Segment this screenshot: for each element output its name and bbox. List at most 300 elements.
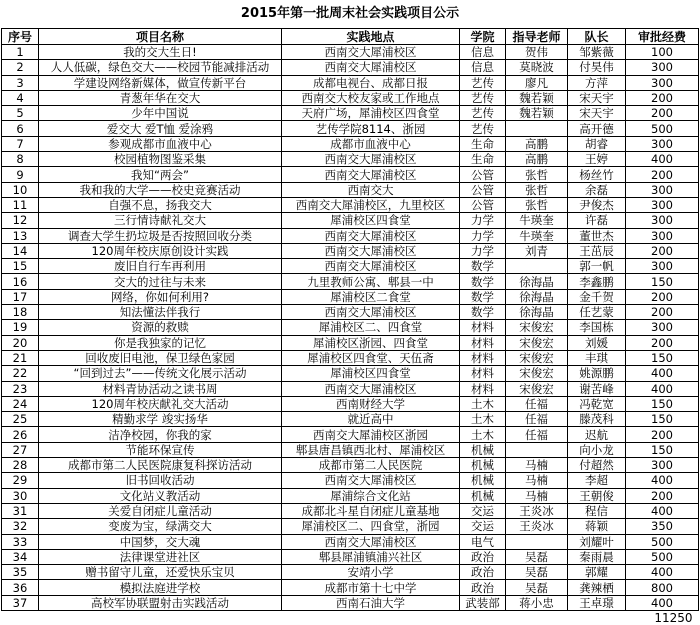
cell-project-name: 赠书留守儿童，还爱快乐宝贝 [39,565,282,580]
cell-budget: 300 [626,75,699,90]
cell-advisor: 蒋小忠 [506,595,568,610]
cell-index: 17 [2,289,39,304]
table-row [2,320,699,335]
cell-index: 33 [2,534,39,549]
column-header-project-name: 项目名称 [39,29,282,45]
cell-budget: 500 [626,121,699,136]
cell-advisor: 高鹏 [506,152,568,167]
table-row [2,106,699,121]
column-header-college: 学院 [460,29,506,45]
cell-budget: 500 [626,549,699,564]
cell-advisor: 任福 [506,396,568,411]
cell-leader: 许磊 [568,213,626,228]
cell-location: 犀浦校区四食堂、天伍斋 [282,350,460,365]
table-row [2,549,699,564]
sheet-title: 2015年第一批周末社会实践项目公示 [240,6,460,21]
cell-college: 材料 [460,366,506,381]
cell-project-name: 你是我独家的记忆 [39,335,282,350]
table-row [2,503,699,518]
header-row [2,29,699,45]
table-row [2,289,699,304]
cell-project-name: 材料青协活动之读书周 [39,381,282,396]
cell-project-name: 我和我的大学——校史竞赛活动 [39,182,282,197]
blank-cell [282,610,460,625]
cell-index: 4 [2,90,39,105]
cell-budget: 150 [626,350,699,365]
cell-project-name: 中国梦，交大魂 [39,534,282,549]
cell-college: 交运 [460,503,506,518]
cell-college: 公管 [460,167,506,182]
cell-college: 机械 [460,488,506,503]
cell-budget: 400 [626,565,699,580]
cell-advisor [506,259,568,274]
cell-index: 14 [2,243,39,258]
cell-college: 交运 [460,519,506,534]
cell-college: 土木 [460,412,506,427]
cell-project-name: 学建设网络新媒体，做宣传新平台 [39,75,282,90]
cell-advisor: 贺伟 [506,45,568,60]
cell-location: 成都电视台、成都日报 [282,75,460,90]
cell-college: 机械 [460,458,506,473]
cell-index: 29 [2,473,39,488]
cell-leader: 向小龙 [568,442,626,457]
cell-budget: 500 [626,534,699,549]
cell-advisor: 马楠 [506,488,568,503]
cell-budget: 300 [626,320,699,335]
cell-location: 西南交大犀浦校区，九里校区 [282,197,460,212]
cell-index: 21 [2,350,39,365]
cell-leader: 方萍 [568,75,626,90]
cell-index: 32 [2,519,39,534]
cell-leader: 秦雨晨 [568,549,626,564]
cell-college: 公管 [460,197,506,212]
cell-college: 材料 [460,320,506,335]
cell-college: 政治 [460,565,506,580]
cell-advisor [506,121,568,136]
cell-project-name: 法律课堂进社区 [39,549,282,564]
cell-project-name: 参观成都市血液中心 [39,136,282,151]
cell-advisor: 廖凡 [506,75,568,90]
cell-leader: 邹紫薇 [568,45,626,60]
cell-budget: 200 [626,90,699,105]
cell-college: 政治 [460,549,506,564]
cell-location: 西南交大犀浦校区 [282,60,460,75]
cell-advisor: 张哲 [506,167,568,182]
table-row [2,350,699,365]
cell-project-name: 成都市第二人民医院康复科探访活动 [39,458,282,473]
cell-index: 35 [2,565,39,580]
cell-location: 天府广场，犀浦校区四食堂 [282,106,460,121]
cell-leader: 董世杰 [568,228,626,243]
cell-leader: 高开德 [568,121,626,136]
cell-leader: 王朝俊 [568,488,626,503]
cell-budget: 350 [626,519,699,534]
table-row [2,335,699,350]
cell-index: 15 [2,259,39,274]
cell-location: 艺传学院8114、浙园 [282,121,460,136]
cell-advisor: 任福 [506,427,568,442]
cell-index: 6 [2,121,39,136]
cell-location: 西南交大犀浦校区浙园 [282,427,460,442]
cell-budget: 400 [626,503,699,518]
cell-index: 28 [2,458,39,473]
cell-advisor: 徐海晶 [506,305,568,320]
cell-leader: 王婷 [568,152,626,167]
cell-leader: 滕茂科 [568,412,626,427]
cell-index: 31 [2,503,39,518]
cell-index: 22 [2,366,39,381]
cell-project-name: 模拟法庭进学校 [39,580,282,595]
project-table [1,28,699,625]
table-row [2,197,699,212]
cell-project-name: 节能环保宣传 [39,442,282,457]
cell-location: 西南交大犀浦校区 [282,152,460,167]
cell-budget: 300 [626,60,699,75]
cell-leader: 李国栋 [568,320,626,335]
cell-leader: 李鑫鹏 [568,274,626,289]
table-row [2,152,699,167]
cell-index: 9 [2,167,39,182]
cell-leader: 谢苦峰 [568,381,626,396]
cell-advisor: 魏若颖 [506,106,568,121]
cell-budget: 200 [626,289,699,304]
cell-leader: 王茁辰 [568,243,626,258]
blank-cell [460,610,506,625]
cell-college: 信息 [460,45,506,60]
cell-college: 材料 [460,381,506,396]
cell-leader: 胡睿 [568,136,626,151]
cell-leader: 姚源鹏 [568,366,626,381]
cell-advisor: 宋俊宏 [506,335,568,350]
table-row [2,243,699,258]
cell-leader: 刘耀叶 [568,534,626,549]
cell-location: 成都北斗星自闭症儿童基地 [282,503,460,518]
cell-project-name: 调查大学生扔垃圾是否按照回收分类 [39,228,282,243]
table-row [2,442,699,457]
cell-advisor: 王炎冰 [506,503,568,518]
cell-leader: 龚辣栖 [568,580,626,595]
cell-college: 数学 [460,289,506,304]
table-row [2,366,699,381]
cell-college: 机械 [460,442,506,457]
cell-advisor [506,534,568,549]
cell-project-name: 高校军协联盟射击实践活动 [39,595,282,610]
cell-advisor: 刘青 [506,243,568,258]
cell-budget: 300 [626,458,699,473]
cell-leader: 冯乾宽 [568,396,626,411]
cell-college: 材料 [460,350,506,365]
cell-leader: 郭一帆 [568,259,626,274]
cell-index: 12 [2,213,39,228]
cell-college: 机械 [460,473,506,488]
cell-location: 犀浦校区浙园、四食堂 [282,335,460,350]
cell-college: 数学 [460,259,506,274]
cell-leader: 付昊伟 [568,60,626,75]
cell-budget: 200 [626,167,699,182]
cell-advisor: 吴磊 [506,565,568,580]
cell-project-name: 我知“两会” [39,167,282,182]
cell-college: 政治 [460,580,506,595]
table-row [2,75,699,90]
cell-budget: 800 [626,580,699,595]
cell-project-name: 变废为宝，绿满交大 [39,519,282,534]
cell-location: 九里教师公寓、郫县一中 [282,274,460,289]
cell-college: 武装部 [460,595,506,610]
cell-leader: 余磊 [568,182,626,197]
table-row [2,259,699,274]
cell-index: 26 [2,427,39,442]
column-header-budget: 审批经费 [626,29,699,45]
cell-college: 艺传 [460,106,506,121]
cell-budget: 400 [626,381,699,396]
cell-project-name: 关爱自闭症儿童活动 [39,503,282,518]
cell-advisor: 牛瑛奎 [506,213,568,228]
cell-advisor: 任福 [506,412,568,427]
cell-leader: 宋天宇 [568,106,626,121]
cell-college: 公管 [460,182,506,197]
cell-location: 西南交大犀浦校区 [282,45,460,60]
cell-project-name: “回到过去”——传统文化展示活动 [39,366,282,381]
cell-advisor: 吴磊 [506,549,568,564]
cell-location: 西南交大犀浦校区 [282,228,460,243]
cell-location: 西南交大校友家或工作地点 [282,90,460,105]
cell-index: 25 [2,412,39,427]
cell-budget: 150 [626,396,699,411]
cell-college: 力学 [460,243,506,258]
table-row [2,534,699,549]
cell-location: 犀浦校区四食堂 [282,213,460,228]
cell-project-name: 旧书回收活动 [39,473,282,488]
blank-cell [39,610,282,625]
cell-index: 1 [2,45,39,60]
cell-location: 成都市第十七中学 [282,580,460,595]
cell-college: 土木 [460,396,506,411]
cell-location: 犀浦校区四食堂 [282,366,460,381]
cell-college: 信息 [460,60,506,75]
cell-budget: 150 [626,274,699,289]
cell-advisor: 高鹏 [506,136,568,151]
cell-location: 西南交大犀浦校区 [282,259,460,274]
cell-index: 3 [2,75,39,90]
total-budget: 11250 [654,611,693,625]
table-row [2,488,699,503]
cell-advisor: 徐海晶 [506,289,568,304]
cell-advisor: 马楠 [506,473,568,488]
cell-project-name: 回收废旧电池，保卫绿色家园 [39,350,282,365]
cell-budget: 200 [626,106,699,121]
cell-advisor: 吴磊 [506,580,568,595]
cell-leader: 付超然 [568,458,626,473]
table-row [2,381,699,396]
cell-leader: 蒋颖 [568,519,626,534]
cell-location: 犀浦校区二、四食堂，浙园 [282,519,460,534]
blank-cell [2,610,39,625]
cell-index: 23 [2,381,39,396]
column-header-leader: 队长 [568,29,626,45]
cell-leader: 王卓璟 [568,595,626,610]
cell-location: 就近高中 [282,412,460,427]
cell-college: 力学 [460,228,506,243]
cell-advisor: 王炎冰 [506,519,568,534]
cell-index: 16 [2,274,39,289]
cell-college: 材料 [460,335,506,350]
cell-budget: 200 [626,427,699,442]
table-row [2,90,699,105]
cell-budget: 200 [626,335,699,350]
cell-location: 西南交大犀浦校区 [282,305,460,320]
cell-advisor: 马楠 [506,458,568,473]
cell-advisor: 牛瑛奎 [506,228,568,243]
cell-project-name: 废旧自行车再利用 [39,259,282,274]
cell-index: 27 [2,442,39,457]
cell-advisor: 莫晓波 [506,60,568,75]
cell-location: 西南交大犀浦校区 [282,534,460,549]
cell-budget: 400 [626,366,699,381]
cell-project-name: 自强不息，扬我交大 [39,197,282,212]
cell-budget: 300 [626,259,699,274]
blank-cell [568,610,626,625]
table-row [2,213,699,228]
cell-budget: 300 [626,136,699,151]
cell-location: 西南交大犀浦校区 [282,381,460,396]
cell-location: 西南交大犀浦校区 [282,167,460,182]
cell-project-name: 资源的救赎 [39,320,282,335]
table-row [2,274,699,289]
table-row [2,473,699,488]
table-row [2,519,699,534]
cell-index: 18 [2,305,39,320]
cell-index: 30 [2,488,39,503]
blank-cell [506,610,568,625]
cell-leader: 金千贺 [568,289,626,304]
cell-college: 土木 [460,427,506,442]
cell-location: 西南石油大学 [282,595,460,610]
cell-index: 20 [2,335,39,350]
cell-leader: 任艺蒙 [568,305,626,320]
cell-location: 犀浦校区二、四食堂 [282,320,460,335]
cell-budget: 400 [626,152,699,167]
table-row [2,60,699,75]
column-header-advisor: 指导老师 [506,29,568,45]
table-row [2,121,699,136]
cell-location: 犀浦校区二食堂 [282,289,460,304]
cell-advisor: 张哲 [506,182,568,197]
cell-budget: 400 [626,473,699,488]
cell-advisor: 徐海晶 [506,274,568,289]
cell-index: 7 [2,136,39,151]
table-row [2,595,699,610]
table-row [2,136,699,151]
cell-location: 成都市血液中心 [282,136,460,151]
cell-location: 安靖小学 [282,565,460,580]
cell-location: 西南财经大学 [282,396,460,411]
cell-advisor: 张哲 [506,197,568,212]
cell-index: 2 [2,60,39,75]
cell-leader: 郭耀 [568,565,626,580]
total-row [2,610,699,625]
cell-project-name: 文化站义教活动 [39,488,282,503]
cell-index: 11 [2,197,39,212]
cell-index: 13 [2,228,39,243]
cell-project-name: 三行情诗献礼交大 [39,213,282,228]
cell-college: 数学 [460,274,506,289]
cell-college: 电气 [460,534,506,549]
cell-index: 34 [2,549,39,564]
cell-project-name: 洁净校园，你我的家 [39,427,282,442]
cell-college: 生命 [460,136,506,151]
cell-budget: 100 [626,45,699,60]
cell-budget: 300 [626,213,699,228]
cell-college: 艺传 [460,90,506,105]
cell-project-name: 知法懂法伴我行 [39,305,282,320]
cell-budget: 300 [626,197,699,212]
cell-leader: 尹俊杰 [568,197,626,212]
cell-college: 生命 [460,152,506,167]
cell-project-name: 青葱年华在交大 [39,90,282,105]
table-row [2,580,699,595]
cell-budget: 200 [626,488,699,503]
cell-advisor: 宋俊宏 [506,320,568,335]
cell-project-name: 网络，你如何利用? [39,289,282,304]
cell-project-name: 爱交大 爱T恤 爱涂鸦 [39,121,282,136]
cell-budget: 200 [626,305,699,320]
cell-leader: 杨丝竹 [568,167,626,182]
cell-location: 西南交大犀浦校区 [282,473,460,488]
cell-leader: 李超 [568,473,626,488]
cell-project-name: 120周年校庆献礼交大活动 [39,396,282,411]
cell-project-name: 精勤求学 竣实扬华 [39,412,282,427]
cell-college: 艺传 [460,121,506,136]
cell-budget: 150 [626,442,699,457]
cell-project-name: 120周年校庆原创设计实践 [39,243,282,258]
cell-leader: 丰琪 [568,350,626,365]
table-row [2,167,699,182]
cell-budget: 400 [626,595,699,610]
table-row [2,182,699,197]
cell-leader: 程信 [568,503,626,518]
cell-advisor: 魏若颖 [506,90,568,105]
cell-location: 郫县犀浦镇浦兴社区 [282,549,460,564]
cell-leader: 迟航 [568,427,626,442]
cell-location: 西南交大 [282,182,460,197]
cell-index: 10 [2,182,39,197]
table-row [2,396,699,411]
cell-project-name: 交大的过往与未来 [39,274,282,289]
cell-budget: 300 [626,182,699,197]
cell-index: 37 [2,595,39,610]
table-row [2,565,699,580]
table-row [2,427,699,442]
cell-advisor: 宋俊宏 [506,381,568,396]
table-row [2,228,699,243]
cell-budget: 200 [626,243,699,258]
cell-location: 西南交大犀浦校区 [282,243,460,258]
cell-leader: 刘媛 [568,335,626,350]
cell-project-name: 我的交大生日! [39,45,282,60]
cell-budget: 300 [626,228,699,243]
cell-index: 5 [2,106,39,121]
cell-index: 8 [2,152,39,167]
table-row [2,305,699,320]
cell-advisor [506,442,568,457]
cell-project-name: 少年中国说 [39,106,282,121]
column-header-index: 序号 [2,29,39,45]
cell-index: 24 [2,396,39,411]
column-header-location: 实践地点 [282,29,460,45]
cell-location: 犀浦综合文化站 [282,488,460,503]
table-row [2,45,699,60]
cell-project-name: 校园植物图鉴采集 [39,152,282,167]
